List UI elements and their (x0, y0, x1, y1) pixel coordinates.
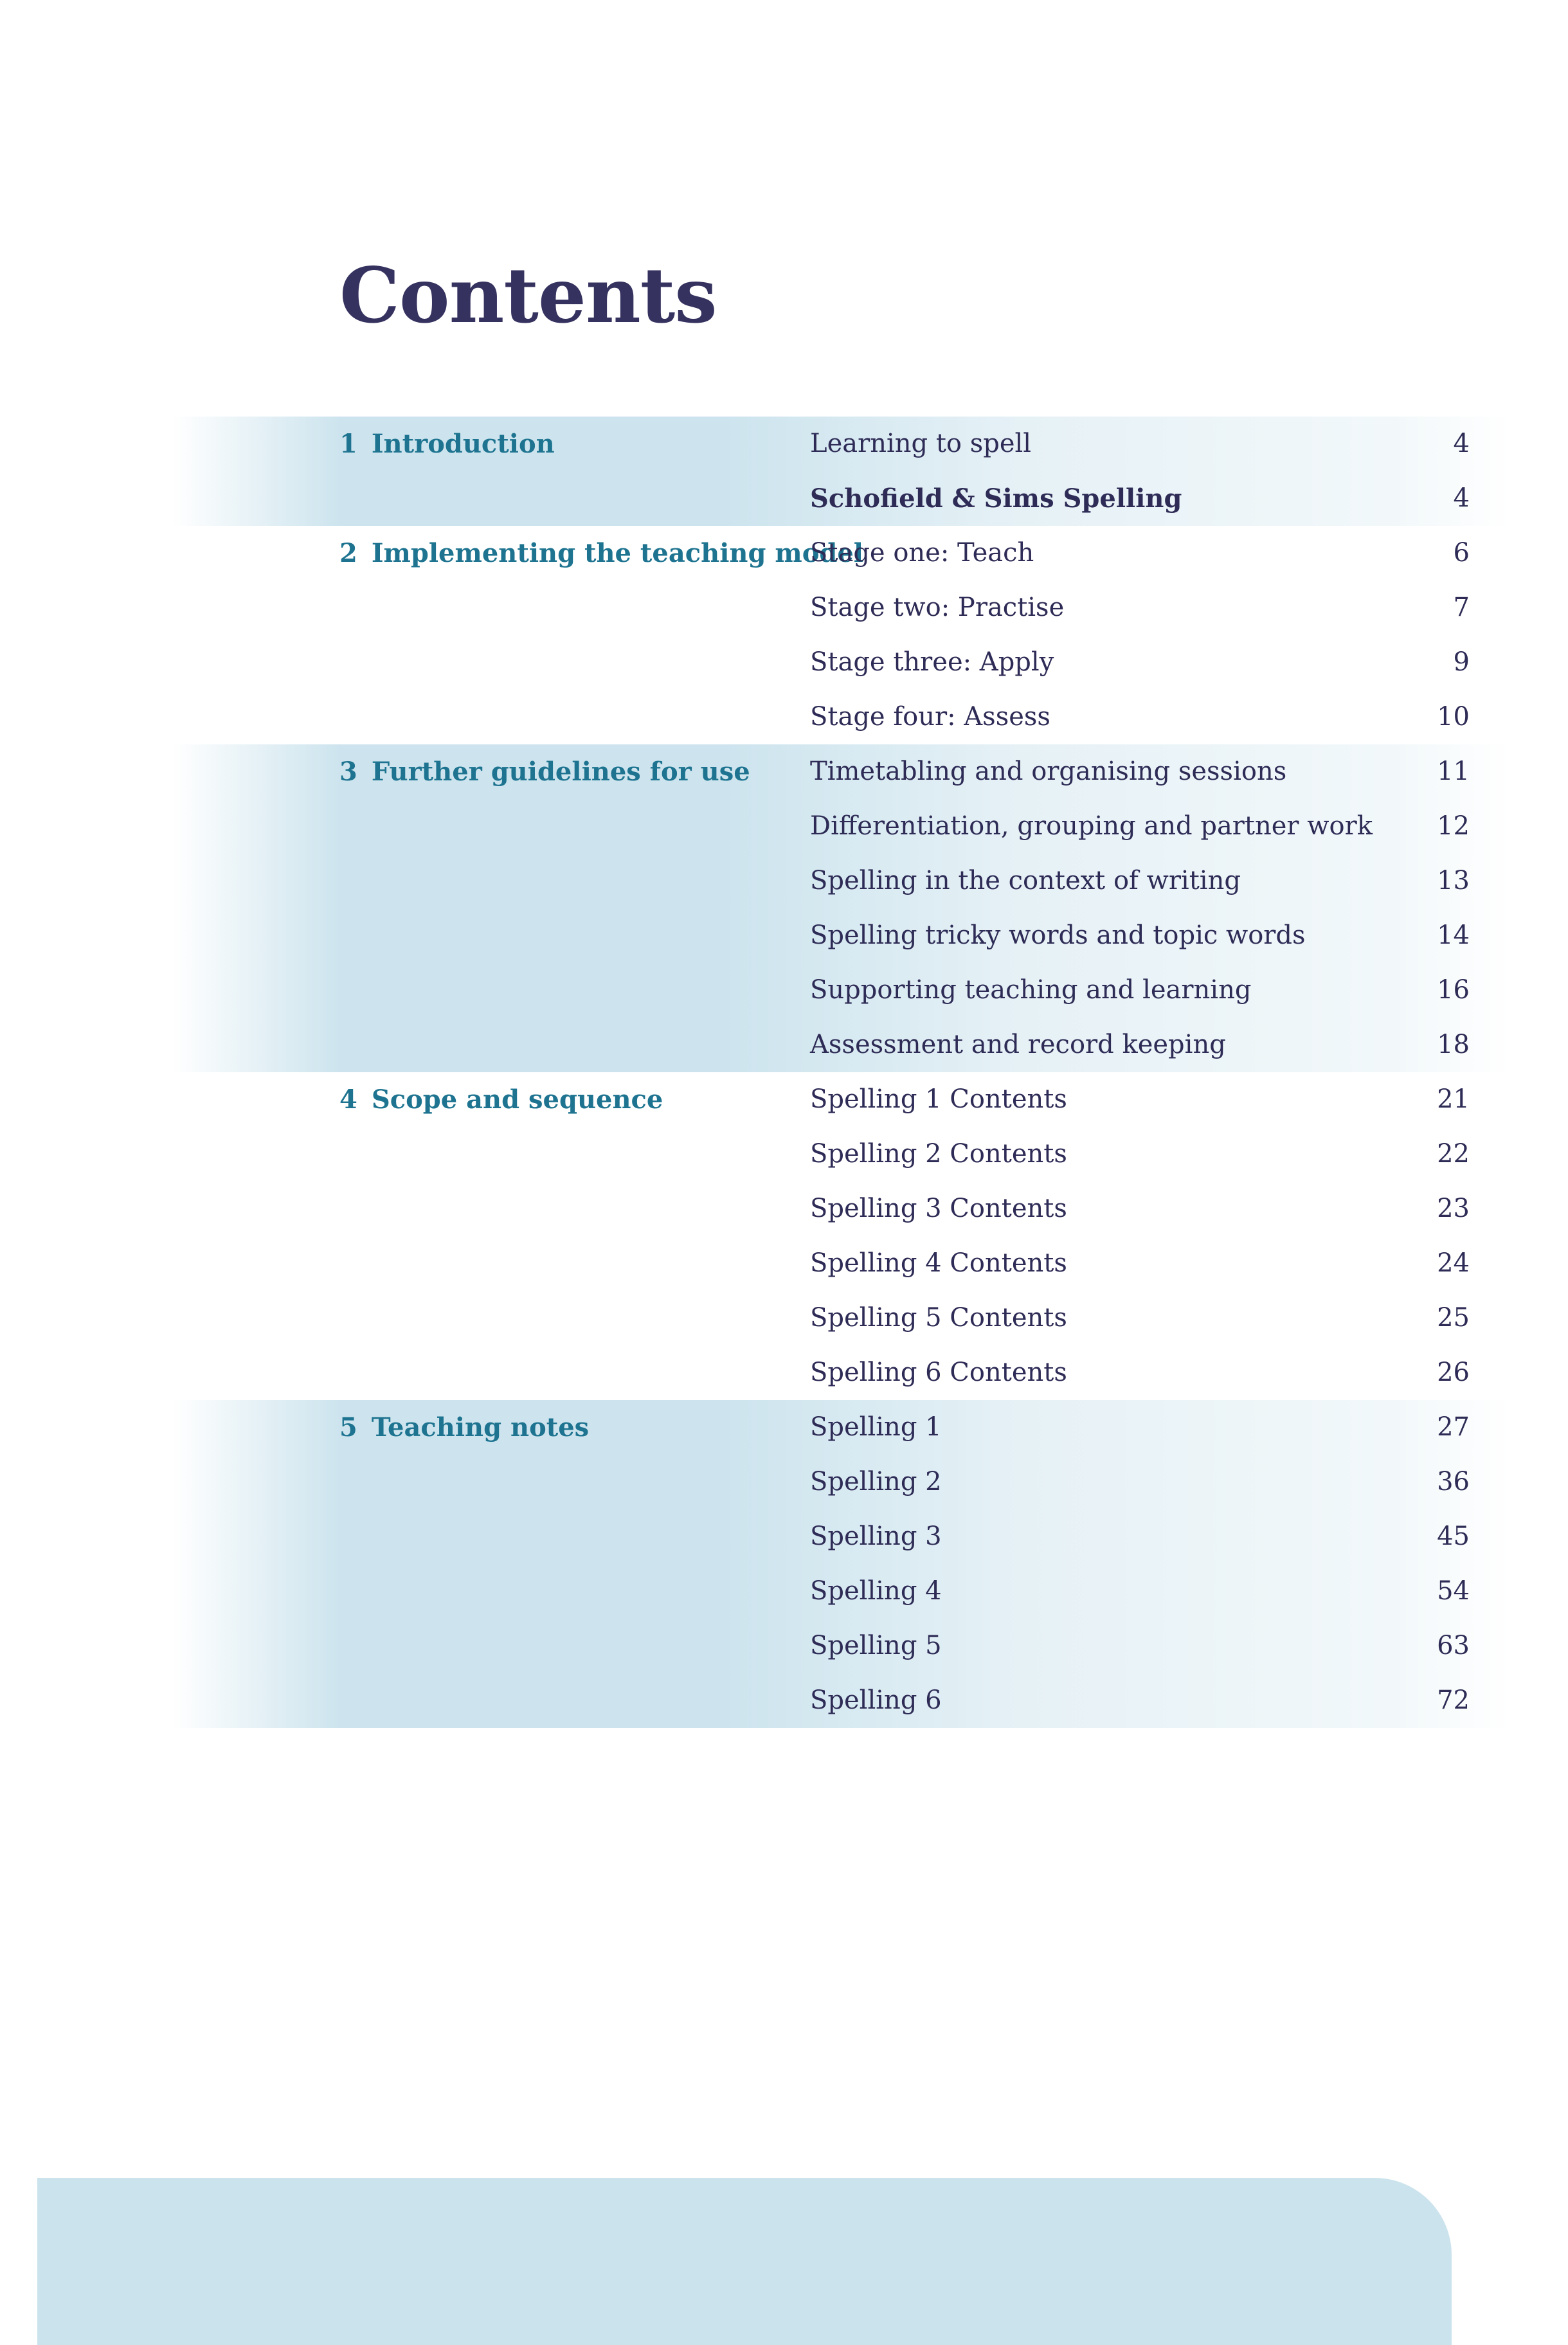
section-title: Implementing the teaching model (371, 538, 863, 568)
section-heading[interactable] (339, 1400, 589, 1455)
toc-row (172, 1181, 1511, 1236)
toc-entry-label[interactable]: Stage one: Teach (810, 538, 1034, 568)
table-of-contents (172, 417, 1511, 1728)
toc-row (172, 1509, 1511, 1564)
section-number: 2 (339, 538, 357, 568)
toc-row (172, 1127, 1511, 1181)
toc-entry-label[interactable]: Spelling 1 (810, 1412, 942, 1442)
section-number: 1 (339, 429, 357, 459)
toc-entry-page: 24 (1437, 1248, 1470, 1278)
toc-entry-page: 26 (1437, 1358, 1470, 1387)
toc-entry-page: 4 (1453, 429, 1470, 458)
toc-entry-page: 54 (1437, 1576, 1470, 1606)
section-heading[interactable] (339, 1072, 663, 1127)
toc-row (172, 1291, 1511, 1345)
toc-row (172, 1018, 1511, 1072)
section-number: 3 (339, 757, 357, 787)
toc-entry-page: 14 (1437, 921, 1470, 950)
toc-entry-page: 18 (1437, 1030, 1470, 1059)
toc-entry-label[interactable]: Schofield & Sims Spelling (810, 483, 1182, 514)
section-number: 5 (339, 1412, 357, 1442)
toc-row (172, 580, 1511, 635)
toc-row (172, 635, 1511, 690)
toc-row (172, 1072, 1511, 1127)
toc-entry-label[interactable]: Spelling 3 (810, 1522, 942, 1551)
section-heading[interactable] (339, 417, 555, 471)
toc-entry-label[interactable]: Supporting teaching and learning (810, 975, 1252, 1005)
footer-band (37, 2178, 1452, 2345)
toc-section-implementing (172, 526, 1511, 744)
toc-row (172, 854, 1511, 908)
toc-row (172, 1673, 1511, 1728)
toc-row (172, 1564, 1511, 1619)
toc-entry-label[interactable]: Spelling 5 Contents (810, 1303, 1067, 1333)
toc-row (172, 1400, 1511, 1455)
section-title: Scope and sequence (371, 1084, 663, 1115)
toc-row (172, 471, 1511, 526)
toc-entry-label[interactable]: Learning to spell (810, 429, 1032, 458)
page-title: Contents (339, 251, 717, 340)
toc-entry-page: 7 (1453, 593, 1470, 622)
toc-entry-page: 22 (1437, 1139, 1470, 1169)
toc-entry-label[interactable]: Spelling 1 Contents (810, 1084, 1067, 1114)
toc-entry-page: 25 (1437, 1303, 1470, 1333)
toc-entry-page: 16 (1437, 975, 1470, 1005)
toc-entry-page: 11 (1437, 757, 1470, 786)
section-number: 4 (339, 1084, 357, 1115)
toc-row (172, 1236, 1511, 1291)
toc-row (172, 417, 1511, 471)
toc-entry-page: 21 (1437, 1084, 1470, 1114)
toc-entry-page: 72 (1437, 1685, 1470, 1715)
toc-entry-label[interactable]: Spelling 2 (810, 1467, 942, 1496)
toc-entry-label[interactable]: Spelling 5 (810, 1631, 942, 1660)
section-heading[interactable] (339, 526, 863, 580)
toc-entry-label[interactable]: Spelling 6 Contents (810, 1358, 1067, 1387)
toc-entry-page: 9 (1453, 647, 1470, 677)
section-title: Further guidelines for use (371, 757, 750, 787)
toc-entry-page: 6 (1453, 538, 1470, 568)
toc-entry-page: 13 (1437, 866, 1470, 895)
toc-entry-label[interactable]: Spelling tricky words and topic words (810, 921, 1306, 950)
toc-entry-label[interactable]: Spelling 3 Contents (810, 1194, 1067, 1223)
toc-entry-page: 36 (1437, 1467, 1470, 1496)
toc-entry-label[interactable]: Stage four: Assess (810, 702, 1050, 732)
toc-entry-label[interactable]: Stage three: Apply (810, 647, 1054, 677)
toc-entry-label[interactable]: Stage two: Practise (810, 593, 1065, 622)
toc-entry-label[interactable]: Differentiation, grouping and partner work (810, 811, 1373, 841)
toc-row (172, 1345, 1511, 1400)
toc-entry-label[interactable]: Spelling in the context of writing (810, 866, 1241, 895)
toc-entry-label[interactable]: Spelling 6 (810, 1685, 942, 1715)
section-title: Introduction (371, 429, 555, 459)
toc-entry-page: 27 (1437, 1412, 1470, 1442)
toc-entry-page: 45 (1437, 1522, 1470, 1551)
toc-entry-label[interactable]: Assessment and record keeping (810, 1030, 1226, 1059)
toc-row (172, 799, 1511, 854)
toc-section-guidelines (172, 744, 1511, 1072)
toc-entry-page: 63 (1437, 1631, 1470, 1660)
toc-row (172, 1455, 1511, 1509)
toc-entry-label[interactable]: Spelling 4 (810, 1576, 942, 1606)
toc-entry-page: 23 (1437, 1194, 1470, 1223)
toc-row (172, 1619, 1511, 1673)
toc-row (172, 690, 1511, 744)
toc-row (172, 526, 1511, 580)
toc-entry-label[interactable]: Spelling 4 Contents (810, 1248, 1067, 1278)
section-title: Teaching notes (371, 1412, 590, 1442)
toc-entry-page: 10 (1437, 702, 1470, 732)
toc-entry-label[interactable]: Timetabling and organising sessions (810, 757, 1287, 786)
toc-section-teaching-notes (172, 1400, 1511, 1728)
toc-row (172, 963, 1511, 1018)
section-heading[interactable] (339, 744, 750, 799)
toc-entry-page: 4 (1453, 483, 1470, 513)
toc-row (172, 744, 1511, 799)
toc-entry-page: 12 (1437, 811, 1470, 841)
toc-section-scope (172, 1072, 1511, 1400)
toc-section-introduction (172, 417, 1511, 526)
toc-row (172, 908, 1511, 963)
toc-entry-label[interactable]: Spelling 2 Contents (810, 1139, 1067, 1169)
